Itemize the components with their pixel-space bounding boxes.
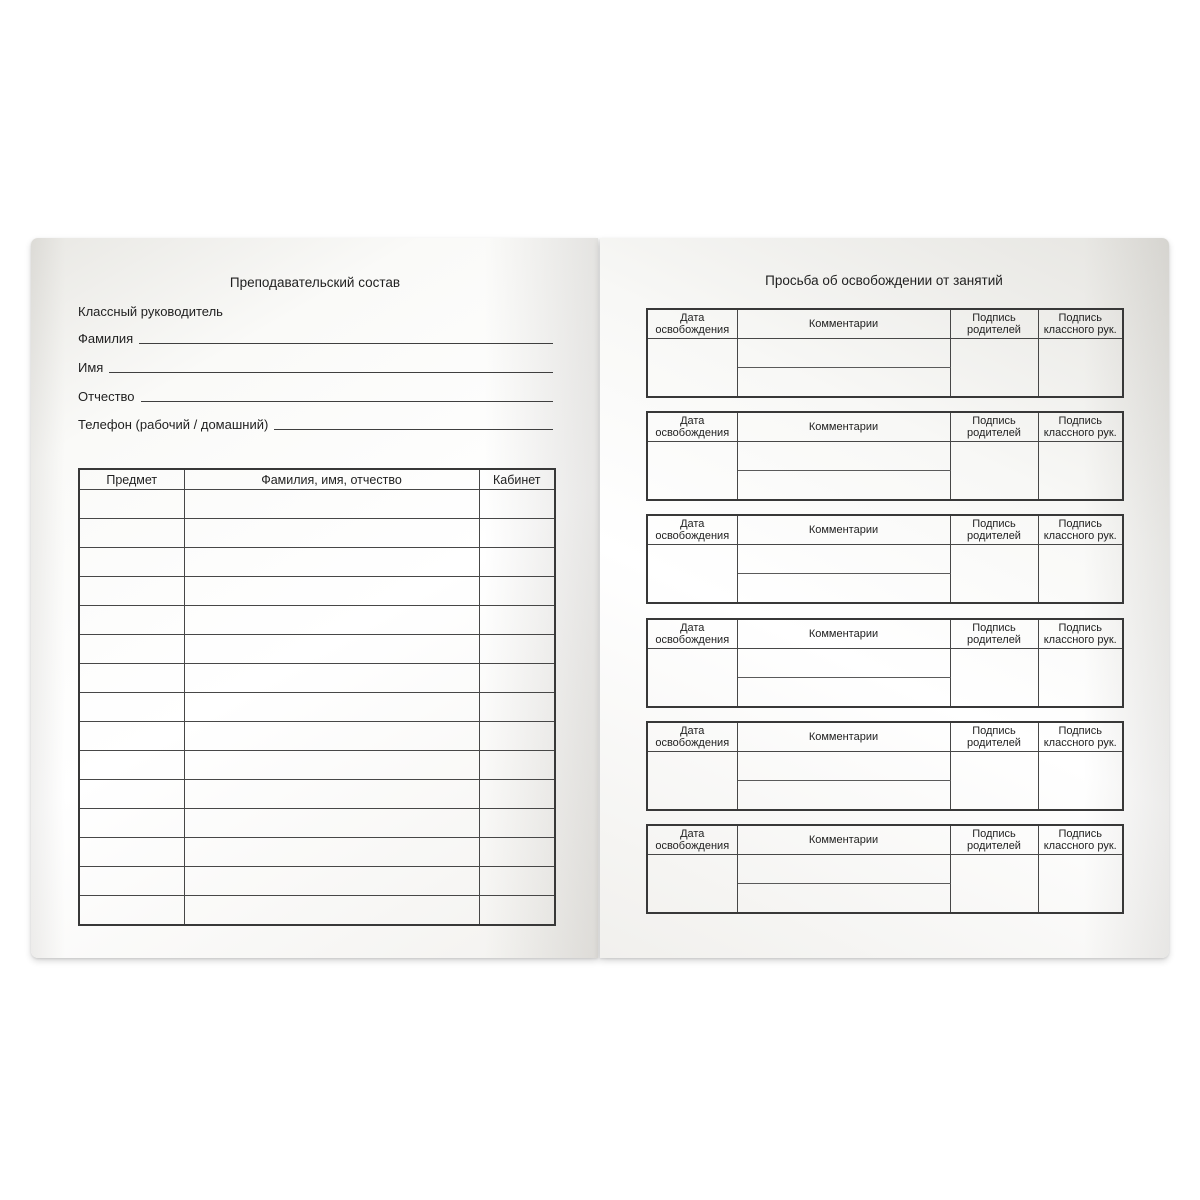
comment-line-2-cell: [737, 884, 950, 914]
staff-row: [79, 635, 555, 664]
staff-cell: [79, 490, 184, 519]
staff-cell: [79, 548, 184, 577]
comment-line-1-cell: [737, 339, 950, 368]
comment-line-2-cell: [737, 678, 950, 708]
staff-cell: [184, 664, 479, 693]
class-teacher-signature-cell: [1038, 545, 1123, 604]
release-header-row: [647, 619, 1123, 649]
release-header-row: [647, 825, 1123, 855]
field-surname: [78, 329, 553, 347]
write-in-line: [139, 343, 553, 344]
release-table: [646, 824, 1124, 914]
staff-cell: [79, 606, 184, 635]
staff-cell: [79, 896, 184, 926]
staff-cell: [184, 809, 479, 838]
release-col-comments: Комментарии: [737, 412, 950, 442]
release-body-row: [647, 855, 1123, 884]
staff-cell: [479, 722, 555, 751]
staff-cell: [184, 838, 479, 867]
staff-cell: [479, 548, 555, 577]
staff-cell: [184, 635, 479, 664]
release-col-comments: Комментарии: [737, 619, 950, 649]
class-teacher-signature-cell: [1038, 752, 1123, 811]
staff-row: [79, 606, 555, 635]
field-phone: [78, 415, 553, 433]
staff-cell: [479, 577, 555, 606]
release-col-class-teacher-signature: Подпись классного рук.: [1038, 412, 1123, 442]
staff-row: [79, 867, 555, 896]
release-col-parents-signature: Подпись родителей: [950, 412, 1038, 442]
class-teacher-label: Классный руководитель: [78, 304, 223, 319]
release-table: [646, 514, 1124, 604]
release-col-date: Дата освобождения: [647, 722, 737, 752]
staff-row: [79, 838, 555, 867]
surname-label: Фамилия: [78, 331, 134, 346]
staff-header-row: [79, 469, 555, 490]
comment-line-1-cell: [737, 855, 950, 884]
write-in-line: [141, 401, 553, 402]
release-block-4: [646, 618, 1122, 702]
release-body-row: [647, 339, 1123, 368]
release-block-6: [646, 824, 1122, 908]
class-teacher-signature-cell: [1038, 339, 1123, 398]
staff-cell: [184, 780, 479, 809]
staff-cell: [184, 896, 479, 926]
comment-line-2-cell: [737, 368, 950, 398]
release-col-class-teacher-signature: Подпись классного рук.: [1038, 825, 1123, 855]
firstname-label: Имя: [78, 360, 104, 375]
release-col-comments: Комментарии: [737, 722, 950, 752]
release-col-class-teacher-signature: Подпись классного рук.: [1038, 722, 1123, 752]
staff-row: [79, 490, 555, 519]
release-col-date: Дата освобождения: [647, 309, 737, 339]
staff-cell: [79, 635, 184, 664]
date-cell: [647, 339, 737, 398]
staff-row: [79, 519, 555, 548]
staff-cell: [79, 664, 184, 693]
staff-cell: [479, 809, 555, 838]
class-teacher-signature-cell: [1038, 442, 1123, 501]
comment-line-1-cell: [737, 545, 950, 574]
release-col-class-teacher-signature: Подпись классного рук.: [1038, 619, 1123, 649]
staff-cell: [479, 693, 555, 722]
release-col-comments: Комментарии: [737, 515, 950, 545]
right-page: [600, 238, 1169, 958]
field-firstname: [78, 358, 553, 376]
staff-row: [79, 548, 555, 577]
staff-cell: [184, 548, 479, 577]
release-col-comments: Комментарии: [737, 309, 950, 339]
release-header-row: [647, 722, 1123, 752]
staff-cell: [184, 577, 479, 606]
staff-cell: [479, 664, 555, 693]
parents-signature-cell: [950, 545, 1038, 604]
staff-col-subject: Предмет: [79, 469, 184, 490]
release-header-row: [647, 412, 1123, 442]
release-header-row: [647, 309, 1123, 339]
staff-cell: [184, 693, 479, 722]
staff-cell: [79, 867, 184, 896]
staff-cell: [479, 896, 555, 926]
staff-row: [79, 664, 555, 693]
staff-row: [79, 722, 555, 751]
release-col-date: Дата освобождения: [647, 412, 737, 442]
parents-signature-cell: [950, 855, 1038, 914]
comment-line-1-cell: [737, 649, 950, 678]
staff-row: [79, 693, 555, 722]
release-col-class-teacher-signature: Подпись классного рук.: [1038, 515, 1123, 545]
release-col-date: Дата освобождения: [647, 619, 737, 649]
comment-line-2-cell: [737, 574, 950, 604]
staff-cell: [184, 751, 479, 780]
staff-row: [79, 577, 555, 606]
release-col-parents-signature: Подпись родителей: [950, 825, 1038, 855]
staff-cell: [479, 867, 555, 896]
parents-signature-cell: [950, 339, 1038, 398]
release-table: [646, 618, 1124, 708]
staff-table: [78, 468, 556, 926]
staff-cell: [479, 635, 555, 664]
release-col-parents-signature: Подпись родителей: [950, 515, 1038, 545]
parents-signature-cell: [950, 649, 1038, 708]
staff-cell: [184, 606, 479, 635]
staff-row: [79, 751, 555, 780]
staff-row: [79, 809, 555, 838]
release-header-row: [647, 515, 1123, 545]
release-body-row: [647, 752, 1123, 781]
staff-cell: [479, 780, 555, 809]
release-col-comments: Комментарии: [737, 825, 950, 855]
staff-cell: [79, 693, 184, 722]
patronymic-label: Отчество: [78, 389, 135, 404]
staff-col-room: Кабинет: [479, 469, 555, 490]
staff-cell: [79, 809, 184, 838]
release-block-2: [646, 411, 1122, 495]
comment-line-1-cell: [737, 442, 950, 471]
release-body-row: [647, 442, 1123, 471]
release-table: [646, 721, 1124, 811]
staff-cell: [79, 722, 184, 751]
right-page-title: Просьба об освобождении от занятий: [765, 273, 1003, 288]
staff-cell: [479, 519, 555, 548]
class-teacher-signature-cell: [1038, 855, 1123, 914]
staff-cell: [479, 490, 555, 519]
staff-cell: [184, 490, 479, 519]
release-col-date: Дата освобождения: [647, 515, 737, 545]
release-col-date: Дата освобождения: [647, 825, 737, 855]
staff-cell: [79, 780, 184, 809]
staff-col-full-name: Фамилия, имя, отчество: [184, 469, 479, 490]
staff-cell: [184, 722, 479, 751]
write-in-line: [109, 372, 553, 373]
comment-line-2-cell: [737, 781, 950, 811]
comment-line-2-cell: [737, 471, 950, 501]
release-col-parents-signature: Подпись родителей: [950, 722, 1038, 752]
left-page: [31, 238, 598, 958]
parents-signature-cell: [950, 442, 1038, 501]
staff-cell: [79, 751, 184, 780]
date-cell: [647, 649, 737, 708]
diary-spread: [31, 238, 1169, 958]
release-block-3: [646, 514, 1122, 598]
staff-row: [79, 780, 555, 809]
field-class-teacher: [78, 302, 553, 320]
release-block-1: [646, 308, 1122, 392]
staff-cell: [79, 577, 184, 606]
date-cell: [647, 442, 737, 501]
date-cell: [647, 855, 737, 914]
date-cell: [647, 545, 737, 604]
staff-cell: [479, 751, 555, 780]
release-table: [646, 411, 1124, 501]
staff-cell: [184, 519, 479, 548]
class-teacher-signature-cell: [1038, 649, 1123, 708]
staff-cell: [479, 838, 555, 867]
release-col-parents-signature: Подпись родителей: [950, 309, 1038, 339]
date-cell: [647, 752, 737, 811]
release-block-5: [646, 721, 1122, 805]
parents-signature-cell: [950, 752, 1038, 811]
staff-cell: [479, 606, 555, 635]
release-col-parents-signature: Подпись родителей: [950, 619, 1038, 649]
release-body-row: [647, 649, 1123, 678]
phone-label: Телефон (рабочий / домашний): [78, 417, 269, 432]
staff-row: [79, 896, 555, 926]
release-body-row: [647, 545, 1123, 574]
staff-cell: [79, 519, 184, 548]
release-table: [646, 308, 1124, 398]
release-col-class-teacher-signature: Подпись классного рук.: [1038, 309, 1123, 339]
comment-line-1-cell: [737, 752, 950, 781]
staff-cell: [79, 838, 184, 867]
write-in-line: [274, 429, 553, 430]
field-patronymic: [78, 387, 553, 405]
left-page-title: Преподавательский состав: [229, 275, 401, 290]
staff-cell: [184, 867, 479, 896]
